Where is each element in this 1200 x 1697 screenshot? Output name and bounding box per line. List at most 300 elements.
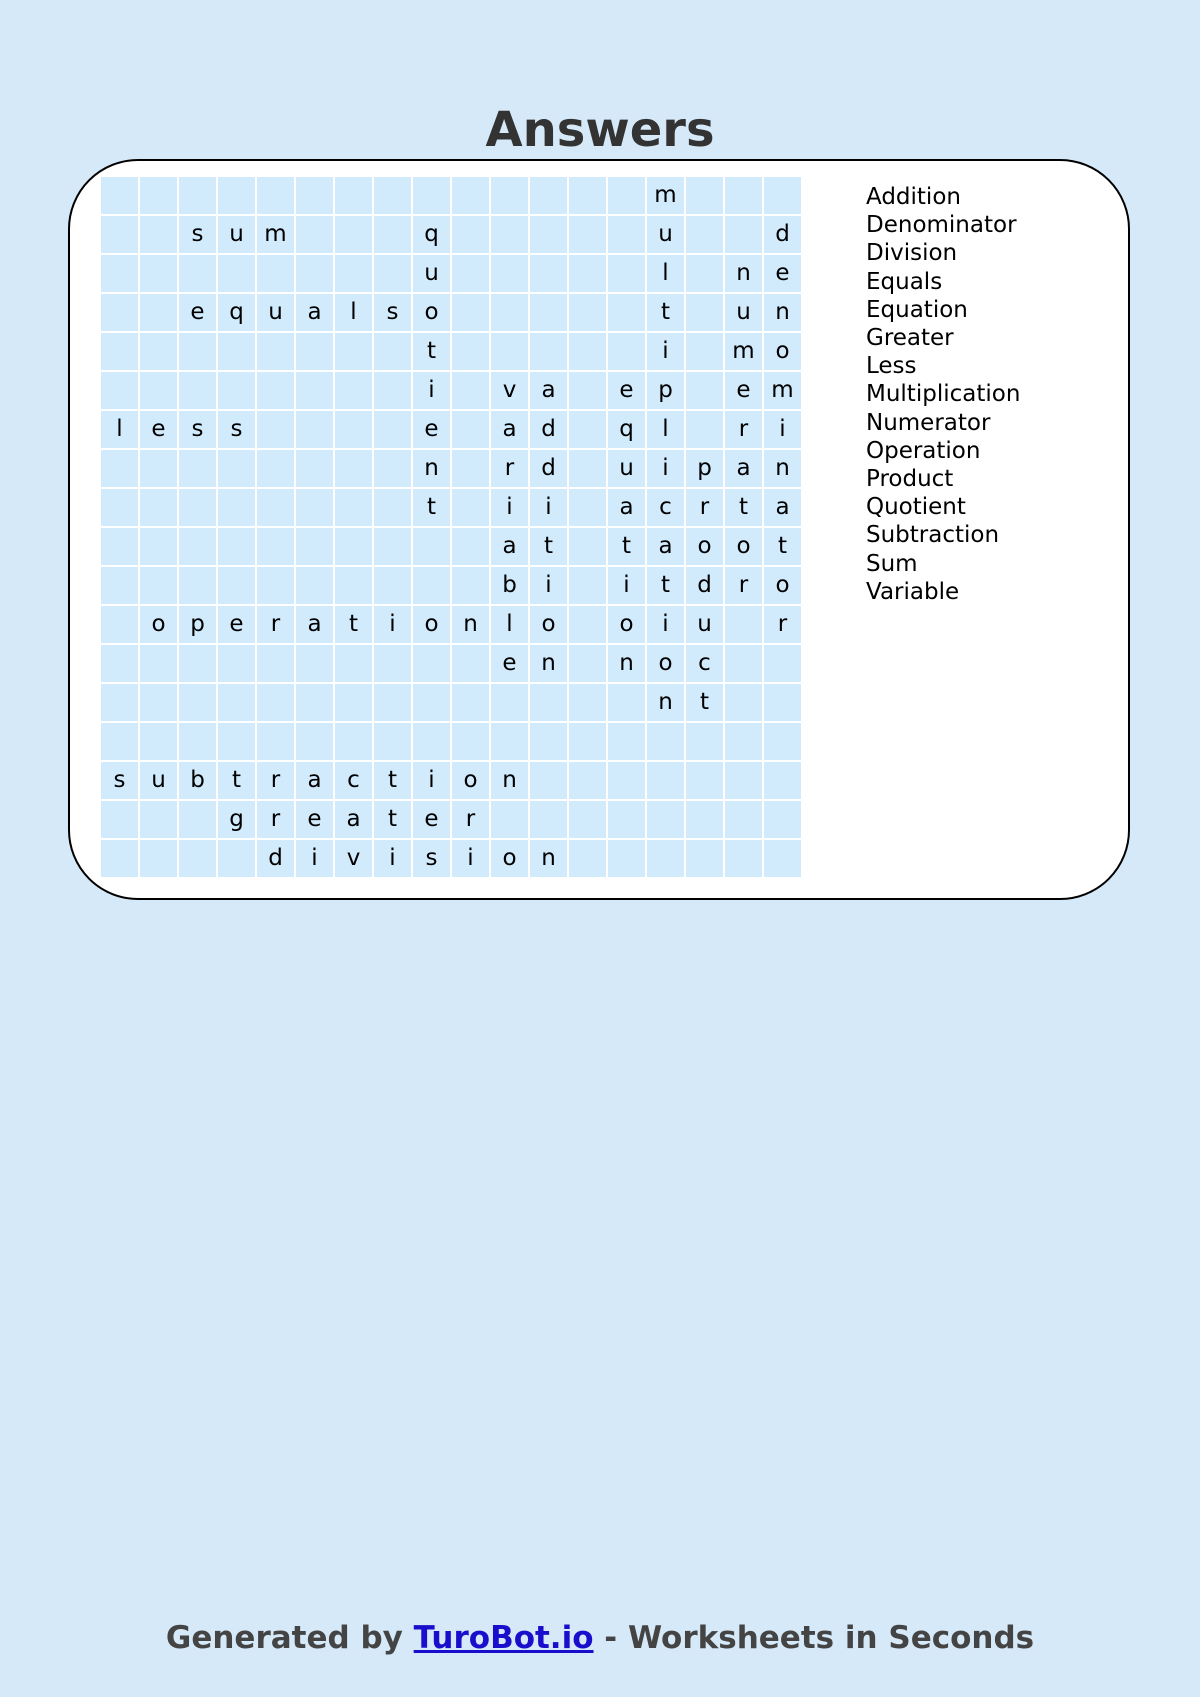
grid-cell xyxy=(764,840,801,877)
grid-cell xyxy=(686,840,723,877)
grid-cell xyxy=(764,684,801,721)
grid-cell xyxy=(491,177,528,214)
grid-cell xyxy=(569,801,606,838)
grid-cell xyxy=(530,723,567,760)
grid-cell xyxy=(179,372,216,409)
grid-cell: i xyxy=(647,606,684,643)
grid-cell xyxy=(179,801,216,838)
grid-cell xyxy=(491,801,528,838)
grid-cell xyxy=(569,177,606,214)
grid-cell: o xyxy=(686,528,723,565)
grid-cell xyxy=(179,723,216,760)
grid-cell: t xyxy=(374,801,411,838)
grid-cell xyxy=(101,216,138,253)
grid-cell: o xyxy=(413,606,450,643)
grid-cell xyxy=(413,567,450,604)
grid-cell: o xyxy=(764,567,801,604)
word-list-item: Product xyxy=(866,466,954,493)
grid-cell xyxy=(101,645,138,682)
grid-cell xyxy=(452,450,489,487)
grid-cell: d xyxy=(764,216,801,253)
grid-cell xyxy=(218,645,255,682)
grid-cell xyxy=(647,762,684,799)
grid-cell xyxy=(725,645,762,682)
grid-cell: m xyxy=(764,372,801,409)
grid-cell xyxy=(296,177,333,214)
grid-cell: o xyxy=(608,606,645,643)
grid-cell xyxy=(179,645,216,682)
grid-cell: i xyxy=(530,489,567,526)
grid-cell xyxy=(374,567,411,604)
grid-cell: e xyxy=(413,411,450,448)
grid-cell xyxy=(569,567,606,604)
grid-cell xyxy=(725,801,762,838)
grid-cell: c xyxy=(335,762,372,799)
grid-cell xyxy=(647,840,684,877)
grid-cell: o xyxy=(452,762,489,799)
grid-cell xyxy=(647,723,684,760)
grid-cell xyxy=(101,333,138,370)
grid-cell xyxy=(569,489,606,526)
grid-cell xyxy=(569,645,606,682)
grid-cell xyxy=(608,840,645,877)
grid-cell xyxy=(140,372,177,409)
grid-cell: s xyxy=(374,294,411,331)
grid-cell: a xyxy=(335,801,372,838)
grid-cell xyxy=(569,723,606,760)
grid-cell: t xyxy=(530,528,567,565)
grid-cell xyxy=(725,723,762,760)
grid-cell xyxy=(101,255,138,292)
grid-cell: i xyxy=(647,450,684,487)
grid-cell: n xyxy=(530,645,567,682)
grid-cell xyxy=(140,216,177,253)
grid-cell xyxy=(491,723,528,760)
grid-cell xyxy=(140,255,177,292)
grid-cell xyxy=(140,567,177,604)
grid-cell: o xyxy=(725,528,762,565)
grid-cell xyxy=(101,801,138,838)
grid-cell xyxy=(569,294,606,331)
grid-cell: u xyxy=(647,216,684,253)
grid-cell: a xyxy=(296,762,333,799)
grid-cell xyxy=(569,216,606,253)
grid-cell: d xyxy=(530,450,567,487)
grid-cell xyxy=(452,489,489,526)
grid-cell xyxy=(530,255,567,292)
grid-cell xyxy=(179,567,216,604)
grid-cell: e xyxy=(413,801,450,838)
grid-cell xyxy=(608,762,645,799)
grid-cell: n xyxy=(764,450,801,487)
grid-cell xyxy=(179,177,216,214)
grid-cell xyxy=(686,762,723,799)
page-title: Answers xyxy=(485,102,715,159)
grid-cell xyxy=(218,567,255,604)
grid-cell: t xyxy=(413,489,450,526)
word-list-item: Operation xyxy=(866,437,981,464)
grid-cell xyxy=(218,450,255,487)
grid-cell: o xyxy=(647,645,684,682)
grid-cell: n xyxy=(725,255,762,292)
grid-cell: v xyxy=(491,372,528,409)
word-list-item: Addition xyxy=(866,184,961,210)
grid-cell: r xyxy=(725,411,762,448)
grid-cell xyxy=(101,450,138,487)
grid-cell xyxy=(686,216,723,253)
grid-cell xyxy=(296,450,333,487)
grid-cell xyxy=(452,216,489,253)
grid-cell xyxy=(335,177,372,214)
grid-cell xyxy=(335,489,372,526)
grid-cell xyxy=(374,684,411,721)
grid-cell xyxy=(530,177,567,214)
grid-cell: e xyxy=(608,372,645,409)
grid-cell xyxy=(257,255,294,292)
grid-cell xyxy=(530,216,567,253)
grid-cell: r xyxy=(257,762,294,799)
grid-cell xyxy=(413,645,450,682)
grid-cell: t xyxy=(686,684,723,721)
grid-cell: i xyxy=(647,333,684,370)
grid-cell: t xyxy=(335,606,372,643)
grid-cell xyxy=(335,216,372,253)
grid-cell xyxy=(686,372,723,409)
grid-cell xyxy=(101,684,138,721)
grid-cell: n xyxy=(647,684,684,721)
grid-cell: t xyxy=(218,762,255,799)
grid-cell xyxy=(140,684,177,721)
grid-cell xyxy=(491,333,528,370)
grid-cell xyxy=(569,411,606,448)
grid-cell: p xyxy=(647,372,684,409)
grid-cell xyxy=(530,294,567,331)
grid-cell xyxy=(296,411,333,448)
grid-cell: t xyxy=(413,333,450,370)
grid-cell xyxy=(179,528,216,565)
grid-cell xyxy=(296,684,333,721)
grid-cell xyxy=(569,255,606,292)
footer xyxy=(0,1618,1200,1658)
grid-cell xyxy=(296,216,333,253)
grid-cell xyxy=(608,333,645,370)
grid-cell xyxy=(725,177,762,214)
grid-cell xyxy=(257,450,294,487)
grid-cell: d xyxy=(530,411,567,448)
grid-cell: u xyxy=(686,606,723,643)
grid-cell xyxy=(374,723,411,760)
grid-cell: i xyxy=(413,762,450,799)
grid-cell xyxy=(764,801,801,838)
grid-cell xyxy=(218,684,255,721)
grid-cell: s xyxy=(413,840,450,877)
grid-cell xyxy=(530,333,567,370)
grid-cell xyxy=(452,372,489,409)
grid-cell xyxy=(179,450,216,487)
grid-cell: l xyxy=(101,411,138,448)
grid-cell xyxy=(686,801,723,838)
grid-cell xyxy=(257,333,294,370)
grid-cell xyxy=(296,255,333,292)
grid-cell xyxy=(686,294,723,331)
grid-cell xyxy=(218,333,255,370)
grid-cell: i xyxy=(413,372,450,409)
word-list-item: Multiplication xyxy=(866,381,1021,408)
grid-cell xyxy=(764,723,801,760)
grid-cell xyxy=(335,411,372,448)
grid-cell: l xyxy=(647,411,684,448)
grid-cell: s xyxy=(179,411,216,448)
grid-cell: i xyxy=(530,567,567,604)
grid-cell xyxy=(140,177,177,214)
turobot-link[interactable]: TuroBot.io xyxy=(413,1620,594,1656)
grid-cell xyxy=(296,528,333,565)
grid-cell xyxy=(608,216,645,253)
word-list-item: Numerator xyxy=(866,409,991,436)
grid-cell: u xyxy=(725,294,762,331)
grid-cell: n xyxy=(764,294,801,331)
grid-cell: l xyxy=(335,294,372,331)
grid-cell: v xyxy=(335,840,372,877)
grid-cell xyxy=(101,294,138,331)
grid-cell: t xyxy=(647,294,684,331)
grid-cell xyxy=(725,684,762,721)
grid-cell: a xyxy=(764,489,801,526)
word-list-item: Variable xyxy=(866,578,960,605)
grid-cell xyxy=(218,372,255,409)
grid-cell xyxy=(374,177,411,214)
grid-cell: i xyxy=(608,567,645,604)
grid-cell xyxy=(335,645,372,682)
grid-cell: u xyxy=(140,762,177,799)
grid-cell: i xyxy=(374,840,411,877)
grid-cell xyxy=(374,645,411,682)
grid-cell xyxy=(257,177,294,214)
grid-cell xyxy=(101,489,138,526)
grid-cell xyxy=(374,333,411,370)
grid-cell xyxy=(374,372,411,409)
grid-cell: a xyxy=(725,450,762,487)
grid-cell: e xyxy=(491,645,528,682)
grid-cell: u xyxy=(608,450,645,487)
grid-cell: a xyxy=(296,606,333,643)
grid-cell xyxy=(452,684,489,721)
grid-cell: r xyxy=(257,801,294,838)
grid-cell xyxy=(179,840,216,877)
grid-cell xyxy=(413,684,450,721)
grid-cell xyxy=(686,177,723,214)
grid-cell xyxy=(218,840,255,877)
grid-cell xyxy=(335,723,372,760)
grid-cell: r xyxy=(725,567,762,604)
grid-cell: o xyxy=(140,606,177,643)
grid-cell xyxy=(257,684,294,721)
grid-cell: u xyxy=(257,294,294,331)
grid-cell xyxy=(374,255,411,292)
grid-cell xyxy=(608,684,645,721)
grid-cell: a xyxy=(530,372,567,409)
grid-cell: t xyxy=(374,762,411,799)
grid-cell: u xyxy=(413,255,450,292)
grid-cell xyxy=(530,801,567,838)
grid-cell xyxy=(296,489,333,526)
word-list-item: Greater xyxy=(866,325,954,352)
grid-cell: i xyxy=(764,411,801,448)
grid-cell xyxy=(569,840,606,877)
grid-cell xyxy=(257,489,294,526)
grid-cell: p xyxy=(179,606,216,643)
grid-cell xyxy=(140,450,177,487)
grid-cell xyxy=(140,840,177,877)
grid-cell: i xyxy=(491,489,528,526)
grid-cell xyxy=(530,762,567,799)
grid-cell xyxy=(140,489,177,526)
grid-cell: e xyxy=(296,801,333,838)
grid-cell: u xyxy=(218,216,255,253)
grid-cell xyxy=(296,645,333,682)
grid-cell xyxy=(101,528,138,565)
grid-cell: p xyxy=(686,450,723,487)
grid-cell: r xyxy=(686,489,723,526)
grid-cell: o xyxy=(764,333,801,370)
grid-cell xyxy=(725,840,762,877)
grid-cell xyxy=(569,333,606,370)
grid-cell: i xyxy=(452,840,489,877)
grid-cell: s xyxy=(101,762,138,799)
grid-cell: a xyxy=(608,489,645,526)
grid-cell: m xyxy=(257,216,294,253)
grid-cell xyxy=(101,567,138,604)
grid-cell xyxy=(764,762,801,799)
word-list-item: Sum xyxy=(866,550,918,577)
grid-cell xyxy=(296,333,333,370)
grid-cell xyxy=(530,684,567,721)
grid-cell xyxy=(218,528,255,565)
word-list-item: Equation xyxy=(866,296,968,323)
grid-cell xyxy=(452,567,489,604)
grid-cell: d xyxy=(257,840,294,877)
grid-cell xyxy=(608,177,645,214)
word-list xyxy=(866,183,1020,606)
grid-cell xyxy=(101,840,138,877)
grid-cell xyxy=(140,294,177,331)
grid-cell xyxy=(452,255,489,292)
grid-cell: b xyxy=(179,762,216,799)
grid-cell: e xyxy=(140,411,177,448)
grid-cell xyxy=(257,411,294,448)
grid-cell xyxy=(569,450,606,487)
grid-cell xyxy=(179,333,216,370)
grid-cell xyxy=(725,216,762,253)
word-list-item: Subtraction xyxy=(866,522,1000,549)
grid-cell xyxy=(608,801,645,838)
grid-cell: t xyxy=(647,567,684,604)
grid-cell: e xyxy=(179,294,216,331)
grid-cell xyxy=(452,411,489,448)
grid-cell xyxy=(101,372,138,409)
grid-cell xyxy=(608,723,645,760)
grid-cell xyxy=(179,255,216,292)
grid-cell xyxy=(257,567,294,604)
grid-cell xyxy=(452,294,489,331)
grid-cell: i xyxy=(296,840,333,877)
grid-cell: n xyxy=(452,606,489,643)
grid-cell: s xyxy=(218,411,255,448)
grid-cell xyxy=(608,255,645,292)
grid-cell: o xyxy=(413,294,450,331)
grid-cell xyxy=(569,528,606,565)
grid-cell: i xyxy=(374,606,411,643)
grid-cell: o xyxy=(530,606,567,643)
grid-cell xyxy=(257,528,294,565)
grid-cell: r xyxy=(257,606,294,643)
footer-prefix: Generated by xyxy=(165,1620,414,1656)
grid-cell xyxy=(452,645,489,682)
grid-cell xyxy=(335,372,372,409)
grid-cell xyxy=(569,684,606,721)
grid-cell xyxy=(218,723,255,760)
grid-cell: a xyxy=(296,294,333,331)
grid-cell xyxy=(686,411,723,448)
grid-cell xyxy=(686,723,723,760)
grid-cell: c xyxy=(647,489,684,526)
grid-cell xyxy=(725,606,762,643)
grid-cell xyxy=(296,723,333,760)
grid-cell xyxy=(374,450,411,487)
grid-cell xyxy=(686,333,723,370)
grid-cell: m xyxy=(647,177,684,214)
grid-cell xyxy=(452,723,489,760)
grid-cell: t xyxy=(725,489,762,526)
word-list-item: Less xyxy=(866,353,917,380)
grid-cell xyxy=(140,801,177,838)
grid-cell xyxy=(374,528,411,565)
grid-cell xyxy=(452,177,489,214)
grid-cell: n xyxy=(608,645,645,682)
grid-cell: r xyxy=(491,450,528,487)
grid-cell xyxy=(491,684,528,721)
grid-cell: n xyxy=(491,762,528,799)
grid-cell xyxy=(296,372,333,409)
grid-cell: c xyxy=(686,645,723,682)
grid-cell: b xyxy=(491,567,528,604)
grid-cell xyxy=(335,450,372,487)
grid-cell xyxy=(101,606,138,643)
grid-cell xyxy=(218,489,255,526)
grid-cell xyxy=(647,801,684,838)
grid-cell xyxy=(452,333,489,370)
grid-cell xyxy=(491,216,528,253)
grid-cell xyxy=(140,528,177,565)
grid-cell xyxy=(335,684,372,721)
grid-cell xyxy=(218,255,255,292)
grid-cell: a xyxy=(647,528,684,565)
grid-cell: s xyxy=(179,216,216,253)
grid-cell: r xyxy=(452,801,489,838)
grid-cell xyxy=(452,528,489,565)
footer-suffix: - Worksheets in Seconds xyxy=(593,1620,1035,1656)
grid-cell: l xyxy=(491,606,528,643)
grid-cell: e xyxy=(218,606,255,643)
grid-cell xyxy=(413,723,450,760)
grid-cell xyxy=(374,411,411,448)
grid-cell xyxy=(764,645,801,682)
grid-cell xyxy=(725,762,762,799)
grid-cell: a xyxy=(491,411,528,448)
grid-cell: o xyxy=(491,840,528,877)
grid-cell: m xyxy=(725,333,762,370)
grid-cell: q xyxy=(413,216,450,253)
